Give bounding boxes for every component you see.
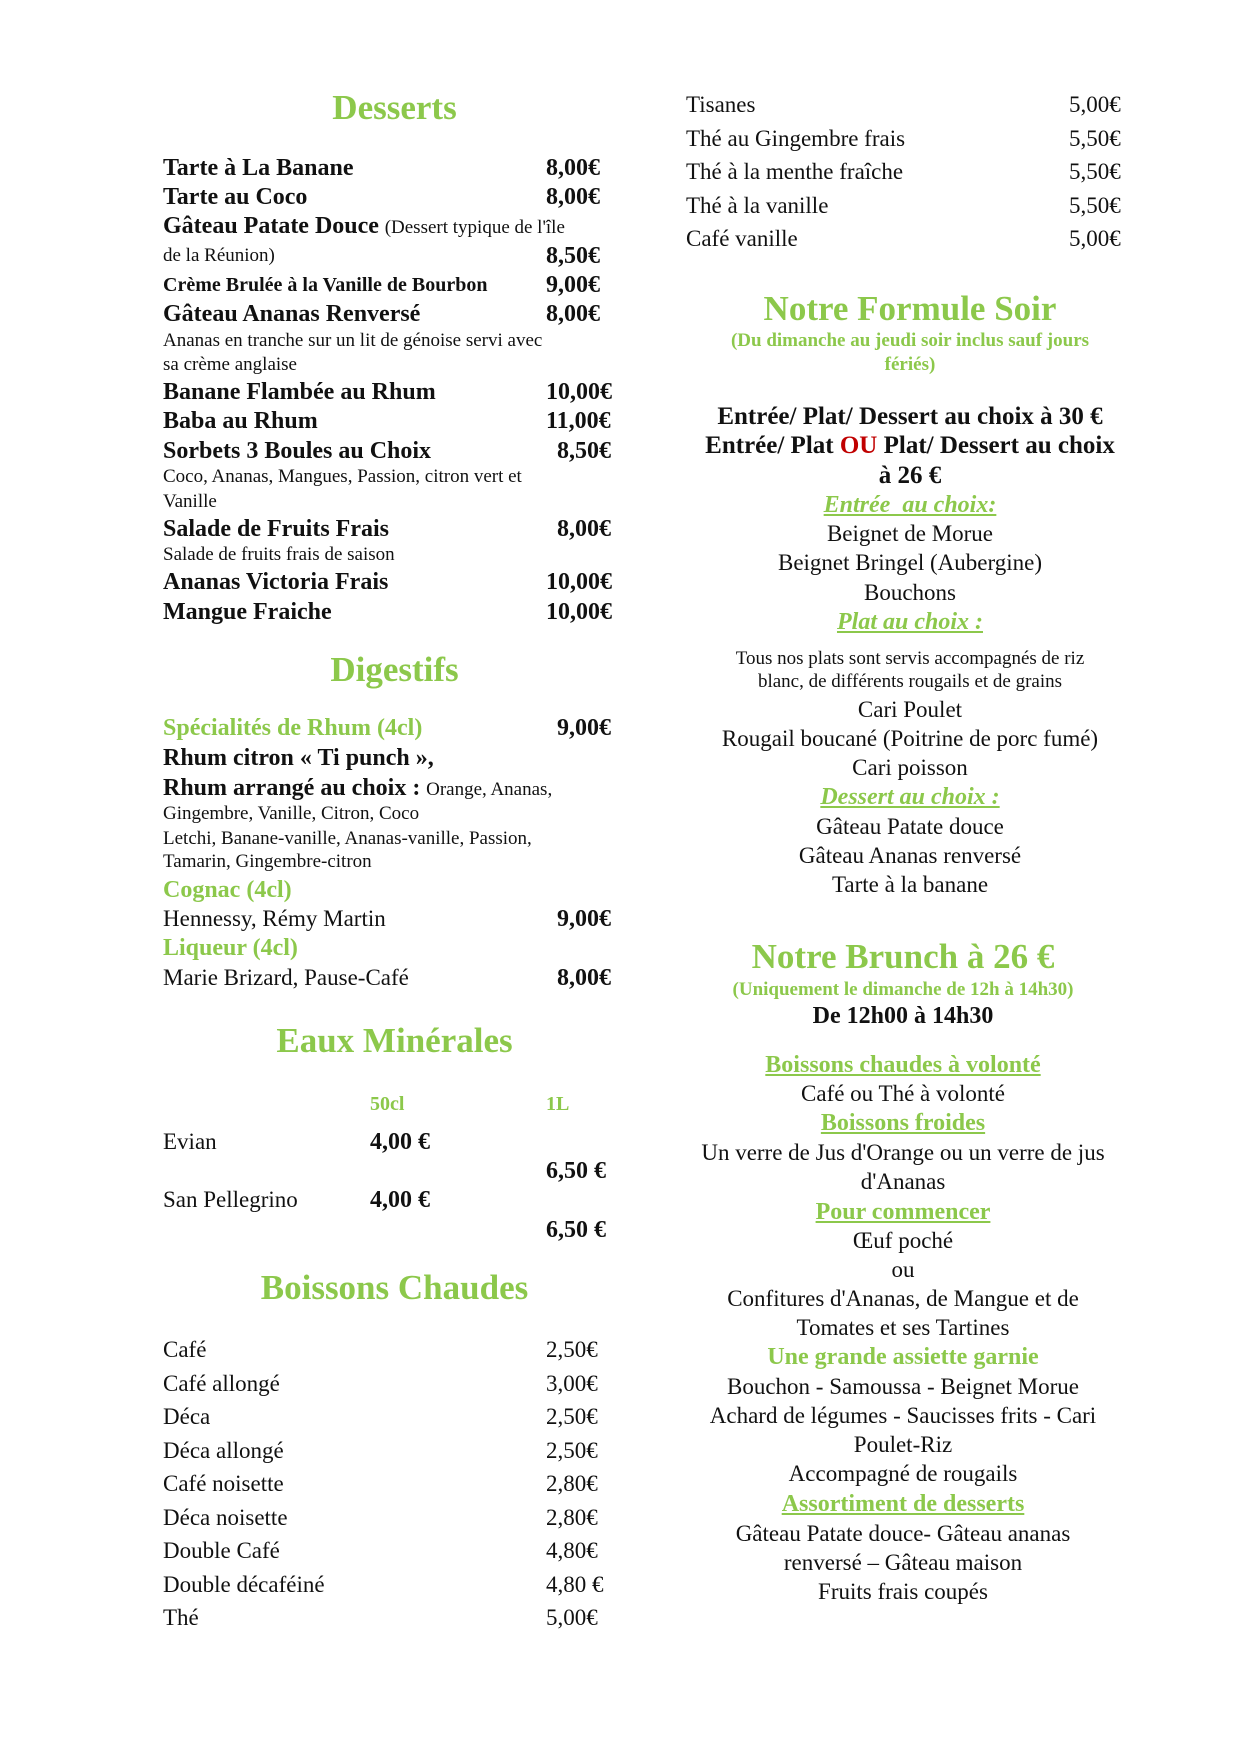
drink-price: 5,50€ xyxy=(1069,125,1121,151)
menu-item-desc: Coco, Ananas, Mangues, Passion, citron vert et xyxy=(163,466,522,487)
menu-item-price: 11,00€ xyxy=(546,408,611,434)
brunch-item: Achard de légumes - Saucisses frits - Cari xyxy=(709,1403,1097,1428)
water-name: Evian xyxy=(163,1129,217,1154)
drink-price: 5,00€ xyxy=(546,1605,598,1630)
drink-name: Tisanes xyxy=(686,92,756,117)
rhum-arrange-list: Tamarin, Gingembre-citron xyxy=(163,851,372,872)
menu-item-name: Gâteau Ananas Renversé xyxy=(163,301,421,327)
plat-item: Rougail boucané (Poitrine de porc fumé) xyxy=(721,726,1099,751)
menu-item-desc: Vanille xyxy=(163,491,217,512)
liqueur-label: Liqueur (4cl) xyxy=(163,935,298,961)
drink-name: Thé xyxy=(163,1605,199,1630)
brunch-item: Confitures d'Ananas, de Mangue et de xyxy=(727,1286,1079,1311)
menu-item-desc: Ananas en tranche sur un lit de génoise servi avec xyxy=(163,330,543,351)
brunch-item: Gâteau Patate douce- Gâteau ananas xyxy=(735,1521,1071,1546)
formule-heading: Notre Formule Soir xyxy=(763,289,1057,328)
drink-name: Double Café xyxy=(163,1538,280,1563)
rhum-arrange-list: Gingembre, Vanille, Citron, Coco xyxy=(163,803,420,824)
brunch-item: Café ou Thé à volonté xyxy=(801,1081,1005,1106)
drink-price: 5,50€ xyxy=(1069,159,1121,184)
rhum-arrange-label: Rhum arrangé au choix : xyxy=(163,775,421,801)
drink-price: 5,50€ xyxy=(1069,192,1121,218)
brunch-plate-label: Une grande assiette garnie xyxy=(767,1344,1039,1370)
water-price-50cl: 4,00 € xyxy=(370,1187,430,1213)
menu-item-desc: Salade de fruits frais de saison xyxy=(163,544,395,565)
drink-name: Café allongé xyxy=(163,1370,280,1396)
plat-note: Tous nos plats sont servis accompagnés de riz xyxy=(735,648,1085,669)
drink-name: Café noisette xyxy=(163,1471,284,1496)
brunch-item: Accompagné de rougails xyxy=(788,1461,1018,1486)
drink-price: 5,00€ xyxy=(1069,226,1121,251)
desserts-heading: Desserts xyxy=(332,88,457,127)
plat-item: Cari Poulet xyxy=(857,697,963,722)
entree-item: Bouchons xyxy=(864,580,956,605)
cognac-price: 9,00€ xyxy=(557,906,611,932)
dessert-label: Dessert au choix : xyxy=(820,784,1000,810)
col-50cl: 50cl xyxy=(370,1093,405,1115)
menu-item-price: 8,00€ xyxy=(546,155,600,181)
drink-price: 2,80€ xyxy=(546,1504,598,1530)
drink-name: Thé à la menthe fraîche xyxy=(686,159,904,184)
rhum-price: 9,00€ xyxy=(557,715,611,741)
drink-price: 4,80 € xyxy=(546,1571,604,1597)
brunch-item: Un verre de Jus d'Orange ou un verre de jus xyxy=(701,1140,1105,1165)
formule-subtitle: fériés) xyxy=(884,354,936,375)
menu-item-note: de la Réunion) xyxy=(163,245,275,266)
drink-price: 2,50€ xyxy=(546,1404,598,1429)
eaux-heading: Eaux Minérales xyxy=(276,1021,513,1060)
dessert-item: Gâteau Patate douce xyxy=(816,814,1004,839)
drink-name: Déca xyxy=(163,1404,211,1429)
menu-item-name: Tarte à La Banane xyxy=(163,155,354,181)
drink-name: Double décaféiné xyxy=(163,1571,325,1597)
brunch-start-label: Pour commencer xyxy=(815,1199,991,1225)
menu-item-price: 8,00€ xyxy=(546,301,600,327)
menu-item-price: 8,50€ xyxy=(557,438,611,464)
menu-item-name: Ananas Victoria Frais xyxy=(163,569,389,595)
dessert-item: Gâteau Ananas renversé xyxy=(798,843,1022,868)
drink-price: 2,50€ xyxy=(546,1337,598,1362)
brunch-item: Bouchon - Samoussa - Beignet Morue xyxy=(727,1374,1079,1399)
menu-item-price: 8,00€ xyxy=(557,516,611,542)
plat-item: Cari poisson xyxy=(852,755,968,780)
menu-item-name: Tarte au Coco xyxy=(163,184,308,210)
drink-name: Thé à la vanille xyxy=(686,192,829,218)
brunch-hot-label: Boissons chaudes à volonté xyxy=(765,1052,1041,1078)
menu-item-price: 8,00€ xyxy=(546,184,600,210)
menu-item-price: 10,00€ xyxy=(546,599,612,625)
water-price-50cl: 4,00 € xyxy=(370,1129,430,1155)
cognac-items: Hennessy, Rémy Martin xyxy=(163,906,386,931)
brunch-item: Fruits frais coupés xyxy=(818,1579,988,1604)
drink-name: Café vanille xyxy=(686,226,798,251)
rhum-label: Spécialités de Rhum (4cl) xyxy=(163,715,423,741)
entree-item: Beignet de Morue xyxy=(826,521,994,546)
drink-name: Thé au Gingembre frais xyxy=(686,125,906,151)
brunch-subtitle: (Uniquement le dimanche de 12h à 14h30) xyxy=(732,979,1074,1000)
menu-item-price: 10,00€ xyxy=(546,569,612,595)
brunch-dessert-label: Assortiment de desserts xyxy=(781,1491,1025,1517)
dessert-item: Tarte à la banane xyxy=(831,872,989,897)
brunch-hours: De 12h00 à 14h30 xyxy=(812,1003,994,1029)
brunch-item: ou xyxy=(891,1257,915,1282)
menu-item-price: 10,00€ xyxy=(546,379,612,405)
brunch-item: Œuf poché xyxy=(852,1228,954,1253)
formule-offer-26 xyxy=(672,431,1148,461)
brunch-item: renversé – Gâteau maison xyxy=(783,1550,1023,1575)
menu-item-name: Mangue Fraiche xyxy=(163,599,332,625)
brunch-item: Tomates et ses Tartines xyxy=(796,1315,1010,1340)
drink-price: 5,00€ xyxy=(1069,92,1121,117)
menu-item-name: Sorbets 3 Boules au Choix xyxy=(163,438,432,464)
col-1l: 1L xyxy=(546,1093,570,1115)
ti-punch: Rhum citron « Ti punch », xyxy=(163,745,434,771)
brunch-heading: Notre Brunch à 26 € xyxy=(751,937,1055,976)
formule-subtitle: (Du dimanche au jeudi soir inclus sauf jours xyxy=(730,330,1090,351)
offer-text: Entrée/ Plat xyxy=(705,432,840,459)
digestifs-heading: Digestifs xyxy=(330,650,459,689)
menu-item-name: Salade de Fruits Frais xyxy=(163,516,389,542)
menu-item-name: Gâteau Patate Douce xyxy=(163,213,379,239)
drink-name: Déca allongé xyxy=(163,1437,284,1463)
drink-price: 4,80€ xyxy=(546,1538,598,1563)
cognac-label: Cognac (4cl) xyxy=(163,877,292,903)
menu-item xyxy=(163,211,565,243)
formule-offer-26-price: à 26 € xyxy=(878,462,942,489)
menu-item-desc: sa crème anglaise xyxy=(163,354,297,375)
liqueur-items: Marie Brizard, Pause-Café xyxy=(163,965,409,990)
boissons-chaudes-heading: Boissons Chaudes xyxy=(260,1268,529,1307)
offer-or: OU xyxy=(839,432,878,459)
drink-name: Café xyxy=(163,1337,207,1362)
rhum-arrange-list: Orange, Ananas, xyxy=(426,779,553,800)
entree-label: Entrée au choix: xyxy=(823,492,997,518)
drink-name: Déca noisette xyxy=(163,1504,288,1530)
brunch-item: Poulet-Riz xyxy=(853,1432,953,1457)
formule-offer-30: Entrée/ Plat/ Dessert au choix à 30 € xyxy=(717,403,1103,430)
offer-text: Plat/ Dessert au choix xyxy=(877,432,1115,459)
menu-item-name: Baba au Rhum xyxy=(163,408,318,434)
liqueur-price: 8,00€ xyxy=(557,965,611,991)
water-price-1l: 6,50 € xyxy=(546,1217,606,1243)
brunch-item: d'Ananas xyxy=(860,1169,946,1194)
menu-item-note: (Dessert typique de l'île xyxy=(384,217,565,238)
rhum-arrange-list: Letchi, Banane-vanille, Ananas-vanille, Passion, xyxy=(163,828,532,849)
menu-item-price: 9,00€ xyxy=(546,272,600,298)
entree-item: Beignet Bringel (Aubergine) xyxy=(777,550,1042,575)
drink-price: 2,50€ xyxy=(546,1437,598,1463)
plat-label: Plat au choix : xyxy=(836,609,983,635)
water-name: San Pellegrino xyxy=(163,1187,298,1212)
drink-price: 3,00€ xyxy=(546,1370,598,1396)
menu-item-name: Crème Brulée à la Vanille de Bourbon xyxy=(163,274,488,296)
menu-item-name: Banane Flambée au Rhum xyxy=(163,379,436,405)
drink-price: 2,80€ xyxy=(546,1471,598,1496)
menu-item-price: 8,50€ xyxy=(546,243,600,269)
brunch-cold-label: Boissons froides xyxy=(820,1110,986,1136)
plat-note: blanc, de différents rougails et de grains xyxy=(757,671,1063,692)
water-price-1l: 6,50 € xyxy=(546,1158,606,1184)
